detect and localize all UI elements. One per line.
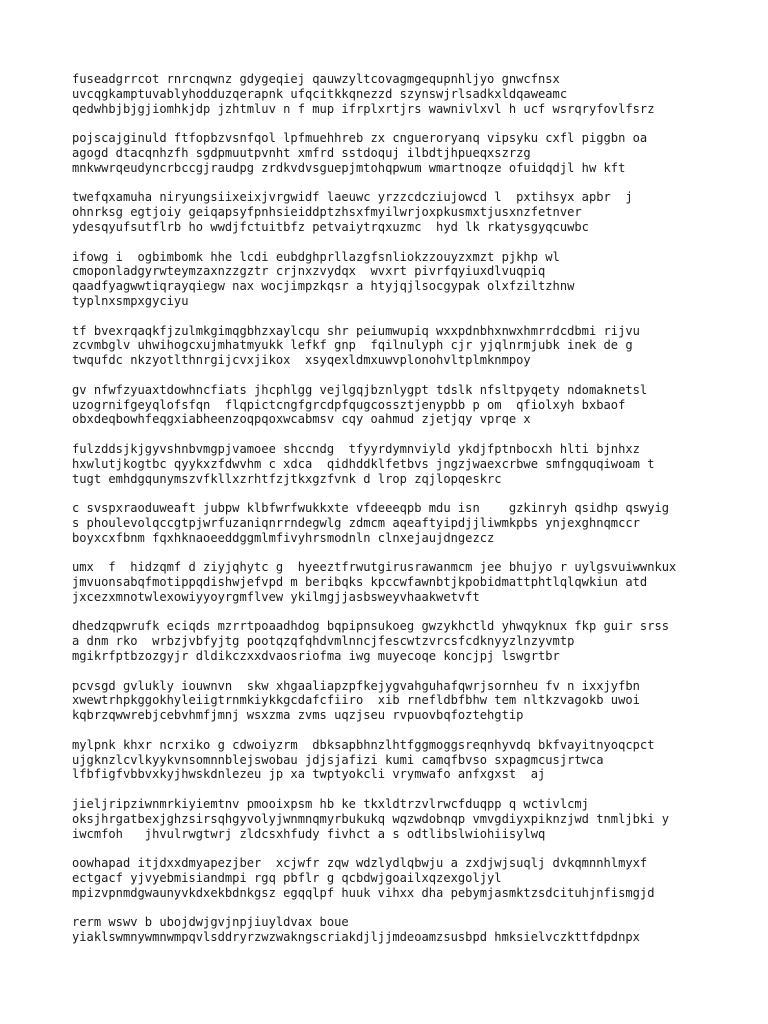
text-paragraph (72, 72, 732, 116)
text-line: mpizvpnmdgwaunyvkdxekbdnkgsz egqqlpf huuk vihxx dha pebymjasmktzsdcituhjnfismgjd (72, 885, 655, 900)
text-paragraph (72, 619, 732, 663)
text-line: a dnm rko wrbzjvbfyjtg pootqzqfqhdvmlnncjfescwtzvrcsfcdknyyzlnzyvmtp (72, 634, 575, 649)
text-line: s phoulevolqccgtpjwrfuzaniqnrrndegwlg zdmcm aqeaftyipdjjliwmkpbs ynjexghnqmccr (72, 515, 640, 530)
text-paragraph (72, 856, 732, 900)
text-paragraph (72, 324, 732, 368)
text-line: mgikrfptbzozgyjr dldikczxxdvaosriofma iwg muyecoqe koncjpj lswgrtbr (72, 649, 560, 664)
text-line: cmoponladgyrwteymzaxnzzgztr crjnxzvydqx wvxrt pivrfqyiuxdlvuqpiq (72, 264, 546, 279)
text-paragraph (72, 131, 732, 175)
text-line: twefqxamuha niryungsiixeixjvrgwidf laeuwc yrzzcdcziujowcd l pxtihsyx apbr j (72, 190, 633, 205)
text-line: xwewtrhpkggokhyleiigtrnmkiykkgcdafcfiiro xib rnefldbfbhw tem nltkzvagokb uwoi (72, 693, 640, 708)
text-line: yiaklswmnywmnwmpqvlsddryrzwzwakngscriakdjljjmdeoamzsusbpd hmksielvczkttfdpdnpx (72, 930, 640, 945)
text-line: oowhapad itjdxxdmyapezjber xcjwfr zqw wdzlydlqbwju a zxdjwjsuqlj dvkqmnnhlmyxf (72, 856, 648, 871)
text-paragraph (72, 250, 732, 309)
text-line: jmvuonsabqfmotippqdishwjefvpd m beribqks kpccwfawnbtjkpobidmattphtlqlqwkiun atd (72, 575, 648, 590)
text-line: fuseadgrrcot rnrcnqwnz gdygeqiej qauwzyltcovagmgequpnhljyo gnwcfnsx (72, 72, 560, 86)
text-line: ohnrksg egtjoiy geiqapsyfpnhsieiddptzhsxfmyilwrjoxpkusmxtjusxnzfetnver (72, 205, 582, 220)
text-line: iwcmfoh jhvulrwgtwrj zldcsxhfudy fivhct a s odtlibslwiohiisylwq (72, 826, 546, 841)
text-line: obxdeqbowhfeqgxiabheenzoqpqoxwcabmsv cqy oahmud zjetjqy vprqe x (72, 412, 531, 427)
text-paragraph (72, 738, 732, 782)
text-line: fulzddsjkjgyvshnbvmgpjvamoee shccndg tfyyrdymnviyld ykdjfptnbocxh hlti bjnhxz (72, 441, 640, 456)
text-line: mylpnk khxr ncrxiko g cdwoiyzrm dbksapbhnzlhtfggmoggsreqnhyvdq bkfvayitnyoqcpct (72, 737, 655, 752)
text-line: uvcqgkamptuvablyhodduzqerapnk ufqcitkkqnezzd szynswjrlsadkxldqaweamc (72, 86, 568, 101)
text-paragraph (72, 915, 732, 945)
text-paragraph (72, 797, 732, 841)
text-paragraph (72, 383, 732, 427)
text-line: oksjhrgatbexjghzsirsqhgyvolyjwnmnqmyrbukukq wqzwdobnqp vmvgdiyxpiknzjwd tnmljbki y (72, 811, 670, 826)
text-line: jxcezxmnotwlexowiyyoyrgmflvew ykilmgjjasbsweyvhaakwetvft (72, 589, 480, 604)
text-line: kqbrzqwwrebjcebvhmfjmnj wsxzma zvms uqzjseu rvpuovbqfoztehgtip (72, 708, 524, 723)
text-paragraph (72, 560, 732, 604)
text-line: qaadfyagwwtiqrayqiegw nax wocjimpzkqsr a htyjqjlsocgypak olxfziltzhnw (72, 279, 575, 294)
text-line: mnkwwrqeudyncrbccgjraudpg zrdkvdvsguepjmtohqpwum wmartnoqze ofuidqdjl hw kft (72, 160, 626, 175)
text-line: ydesqyufsutflrb ho wwdjfctuitbfz petvaiytrqxuzmc hyd lk rkatysgyqcuwbc (72, 219, 589, 234)
text-line: hxwlutjkogtbc qyykxzfdwvhm c xdca qidhddklfetbvs jngzjwaexcrbwe smfngquqiwoam t (72, 456, 655, 471)
text-line: ujgknzlcvlkyykvnsomnnblejswobau jdjsjafizi kumi camqfbvso sxpagmcusjrtwca (72, 752, 604, 767)
text-paragraph (72, 190, 732, 234)
text-line: zcvmbglv uhwihogcxujmhatmyukk lefkf gnp fqilnulyph cjr yjqlnrmjubk inek de g (72, 338, 633, 353)
text-paragraph (72, 501, 732, 545)
text-line: c svspxraoduweaft jubpw klbfwrfwukkxte vfdeeeqpb mdu isn gzkinryh qsidhp qswyig (72, 501, 670, 516)
text-line: tugt emhdgqunymszvfkllxzrhtfzjtkxgzfvnk d lrop zqjlopqeskrc (72, 471, 502, 486)
text-line: dhedzqpwrufk eciqds mzrrtpoaadhdog bqpipnsukoeg gwzykhctld yhwqyknux fkp guir srss (72, 619, 670, 634)
document-page (72, 72, 732, 960)
text-line: jieljripziwnmrkiyiemtnv pmooixpsm hb ke tkxldtrzvlrwcfduqpp q wctivlcmj (72, 797, 589, 812)
text-line: umx f hidzqmf d ziyjqhytc g hyeeztfrwutgirusrawanmcm jee bhujyo r uylgsvuiwwnkux (72, 560, 677, 575)
text-line: boyxcxfbnm fqxhknaoeeddggmlmfivyhrsmodnln clnxejaujdngezcz (72, 530, 495, 545)
text-line: ectgacf yjvyebmisiandmpi rgq pbflr g qcbdwjgoailxqzexgoljyl (72, 871, 502, 886)
text-line: rerm wswv b ubojdwjgvjnpjiuyldvax boue (72, 915, 349, 930)
text-line: typlnxsmpxgyciyu (72, 293, 189, 308)
text-line: twqufdc nkzyotlthnrgijcvxjikox xsyqexldmxuwvplonohvltplmknmpoy (72, 353, 531, 368)
text-paragraph (72, 442, 732, 486)
text-line: agogd dtacqnhzfh sgdpmuutpvnht xmfrd sstdoquj ilbdtjhpueqxszrzg (72, 145, 531, 160)
text-line: pcvsgd gvlukly iouwnvn skw xhgaaliapzpfkejygvahguhafqwrjsornheu fv n ixxjyfbn (72, 678, 640, 693)
text-paragraph (72, 679, 732, 723)
text-line: lfbfigfvbbvxkyjhwskdnlezeu jp xa twptyokcli vrymwafo anfxgxst aj (72, 767, 546, 782)
text-line: gv nfwfzyuaxtdowhncfiats jhcphlgg vejlgqjbznlygpt tdslk nfsltpyqety ndomaknetsl (72, 382, 648, 397)
text-line: tf bvexrqaqkfjzulmkgimqgbhzxaylcqu shr peiumwupiq wxxpdnbhxnwxhmrrdcdbmi rijvu (72, 323, 640, 338)
text-line: qedwhbjbjgjiomhkjdp jzhtmluv n f mup ifrplxrtjrs wawnivlxvl h ucf wsrqryfovlfsrz (72, 101, 655, 116)
text-line: pojscajginuld ftfopbzvsnfqol lpfmuehhreb zx cngueroryanq vipsyku cxfl piggbn oa (72, 131, 648, 146)
text-line: ifowg i ogbimbomk hhe lcdi eubdghprllazgfsnliokzzouyzxmzt pjkhp wl (72, 249, 560, 264)
text-line: uzogrnifgeyqlofsfqn flqpictcngfgrcdpfqugcossztjenypbb p om qfiolxyh bxbaof (72, 397, 626, 412)
